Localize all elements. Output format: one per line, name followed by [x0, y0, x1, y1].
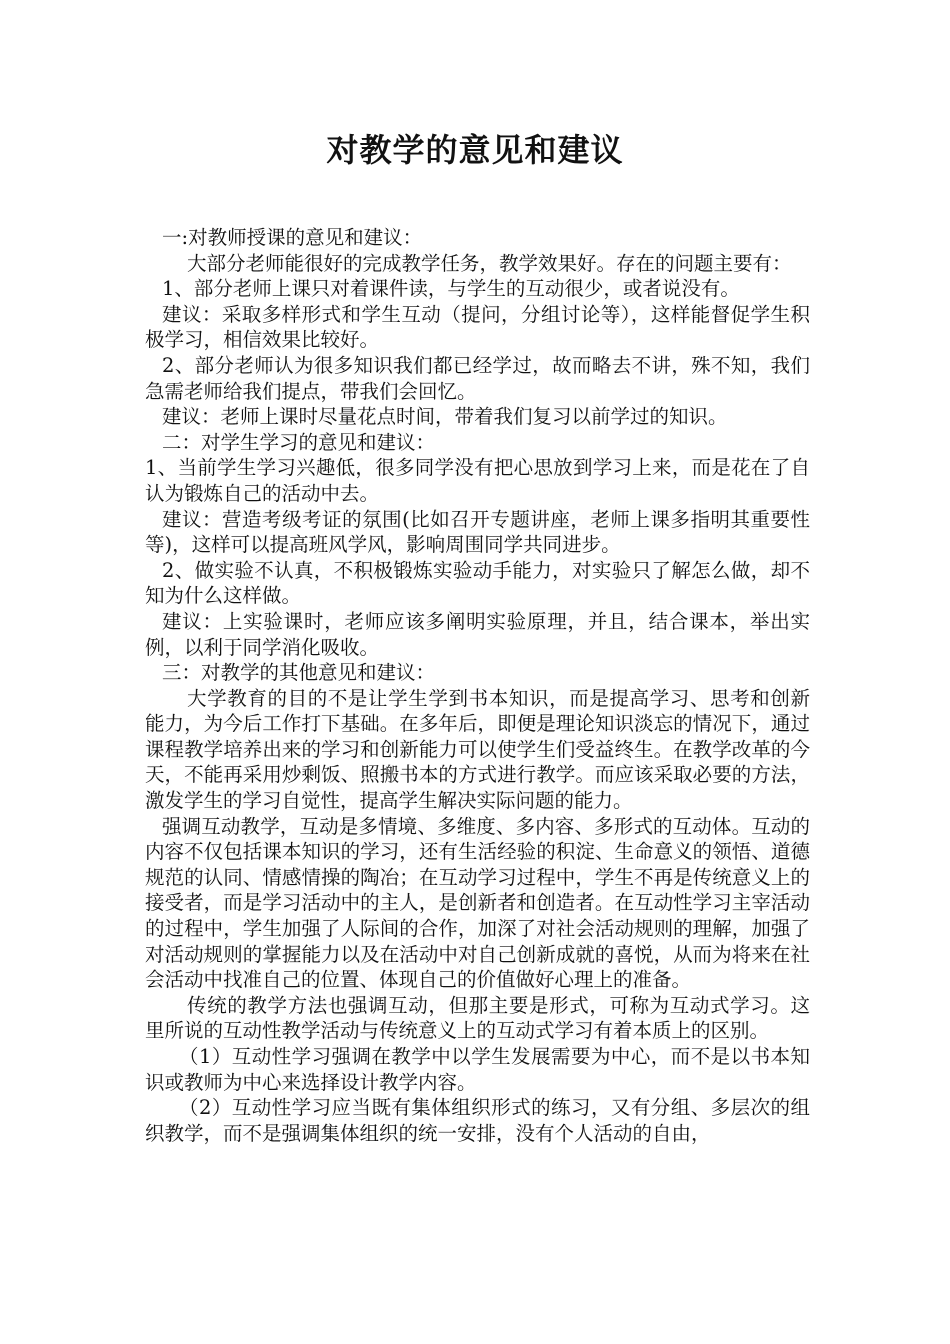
- section-heading-1: 一:对教师授课的意见和建议：: [162, 226, 423, 249]
- paragraph: 传统的教学方法也强调互动，但那主要是形式，可称为互动式学习。这里所说的互动性教学活动与传统意义上的互动式学习有着本质上的区别。: [145, 993, 810, 1043]
- paragraph: 强调互动教学，互动是多情境、多维度、多内容、多形式的互动体。互动的内容不仅包括课本知识的学习，还有生活经验的积淀、生命意义的领悟、道德规范的认同、情感情操的陶冶；在互动学习过程中，学生不再是传统意义上的接受者，而是学习活动中的主人，是创新者和创造者。在互动性学习主宰活动的过程中，学生加强了人际间的合作，加深了对社会活动规则的理解，加强了对活动规则的掌握能力以及在活动中对自己创新成就的喜悦，从而为将来在社会活动中找准自己的位置、体现自己的价值做好心理上的准备。: [145, 814, 810, 992]
- section-heading-3: 三：对教学的其他意见和建议：: [162, 661, 436, 685]
- list-item: 1、当前学生学习兴趣低，很多同学没有把心思放到学习上来，而是花在了自认为锻炼自己的活动中去。: [145, 456, 810, 505]
- suggestion-paragraph: 建议：营造考级考证的氛围(比如召开专题讲座，老师上课多指明其重要性等)，这样可以提高班风学风，影响周围同学共同进步。: [145, 507, 810, 557]
- list-item: 1、部分老师上课只对着课件读，与学生的互动很少，或者说没有。: [162, 277, 740, 301]
- suggestion-paragraph: 建议：采取多样形式和学生互动（提问，分组讨论等），这样能督促学生积极学习，相信效果比较好。: [145, 302, 810, 352]
- document-body: [145, 225, 810, 1146]
- document-title: 对教学的意见和建议: [326, 131, 624, 169]
- list-item: 2、做实验不认真，不积极锻炼实验动手能力，对实验只了解怎么做，却不知为什么这样做。: [145, 558, 810, 608]
- numbered-paragraph: （1）互动性学习强调在教学中以学生发展需要为中心，而不是以书本知识或教师为中心来选择设计教学内容。: [145, 1045, 810, 1094]
- list-item: 2、部分老师认为很多知识我们都已经学过，故而略去不讲，殊不知，我们急需老师给我们提点，带我们会回忆。: [145, 353, 810, 403]
- suggestion-paragraph: 建议：老师上课时尽量花点时间，带着我们复习以前学过的知识。: [162, 405, 728, 429]
- paragraph: 大学教育的目的不是让学生学到书本知识，而是提高学习、思考和创新能力，为今后工作打下基础。在多年后，即便是理论知识淡忘的情况下，通过课程教学培养出来的学习和创新能力可以使学生们受益终生。在教学改革的今天，不能再采用炒剩饭、照搬书本的方式进行教学。而应该采取必要的方法，激发学生的学习自觉性，提高学生解决实际问题的能力。: [145, 686, 810, 813]
- paragraph: 大部分老师能很好的完成教学任务，教学效果好。存在的问题主要有：: [187, 251, 792, 275]
- numbered-paragraph: （2）互动性学习应当既有集体组织形式的练习，又有分组、多层次的组织教学，而不是强调集体组织的统一安排，没有个人活动的自由，: [145, 1096, 810, 1145]
- suggestion-paragraph: 建议：上实验课时，老师应该多阐明实验原理，并且，结合课本，举出实例，以利于同学消化吸收。: [145, 609, 810, 659]
- section-heading-2: 二：对学生学习的意见和建议：: [162, 430, 436, 454]
